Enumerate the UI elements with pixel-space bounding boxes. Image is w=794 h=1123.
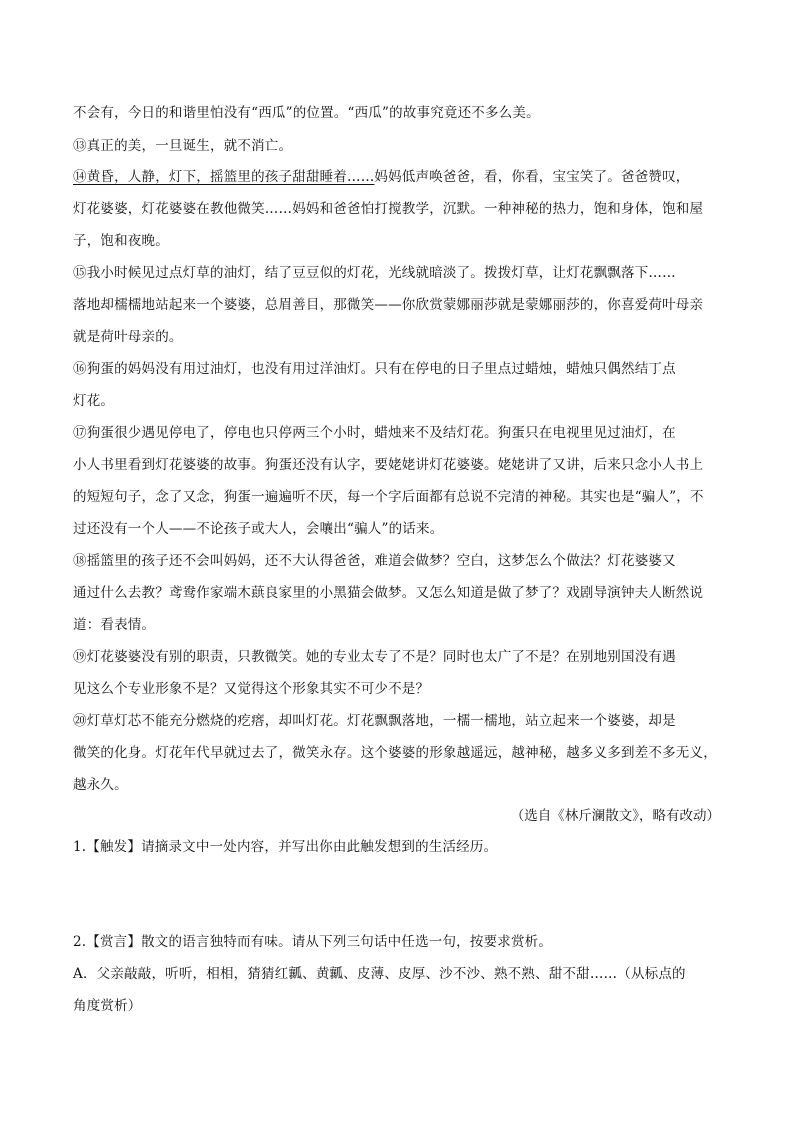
text-line: 子，饱和夜晚。	[73, 233, 169, 249]
option-a: A．父亲敲敲，听听，相相，猜猜红瓤、黄瓤、皮薄、皮厚、沙不沙、熟不熟、甜不甜……（从标点的	[73, 966, 686, 982]
text-line: 落地却檽檽地站起来一个婆婆，总眉善目，那微笑——你欣赏蒙娜丽莎就是蒙娜丽莎的，你喜爱荷叶母亲	[73, 297, 704, 313]
text-line: 灯花。	[73, 393, 115, 409]
text-line: 道：看表情。	[73, 617, 156, 633]
underlined-sentence: ⑭黄昏，人静，灯下，摇篮里的孩子甜甜睡着……	[73, 169, 375, 185]
text-line: 的短短句子，念了又念，狗蛋一遍遍听不厌，每一个字后面都有总说不完清的神秘。其实也是“骗人”，不	[73, 489, 704, 505]
text-line: 小人书里看到灯花婆婆的故事。狗蛋还没有认字，要姥姥讲灯花婆婆。姥姥讲了又讲，后来只念小人书上	[73, 457, 704, 473]
text-line: 越永久。	[73, 777, 128, 793]
paragraph-14-line	[73, 167, 690, 187]
text-line: 通过什么去教？鸢鸯作家端木蕻良家里的小黑猫会做梦。又怎么知道是做了梦了？戏剧导演钟夫人断然说	[73, 585, 704, 601]
question-1: 1.【触发】请摘录文中一处内容，并写出你由此触发想到的生活经历。	[73, 839, 498, 855]
text-line: 灯花婆婆，灯花婆婆在教他微笑……妈妈和爸爸怕打搅教学，沉默。一种神秘的热力，饱和身体，饱和屋	[73, 201, 704, 217]
paragraph-19: ⑲灯花婆婆没有别的职责，只教微笑。她的专业太专了不是？同时也太广了不是？在别地别国没有遇	[73, 649, 676, 665]
text-span: 妈妈低声唤爸爸，看，你看，宝宝笑了。爸爸赞叹，	[374, 169, 690, 185]
paragraph-15: ⑮我小时候见过点灯草的油灯，结了豆豆似的灯花，光线就暗淡了。拨拨灯草，让灯花飘飘落下……	[73, 265, 676, 281]
paragraph-16: ⑯狗蛋的妈妈没有用过油灯，也没有用过洋油灯。只有在停电的日子里点过蜡烛，蜡烛只偶然结丁点	[73, 361, 676, 377]
text-line: 见这么个专业形象不是？又觉得这个形象其实不可少不是？	[73, 681, 430, 697]
text-line: 微笑的化身。灯花年代早就过去了，微笑永存。这个婆婆的形象越遥远，越神秘，越多义多到差不多无义，	[73, 745, 717, 761]
paragraph-13: ⑬真正的美，一旦诞生，就不消亡。	[73, 138, 293, 154]
paragraph-17: ⑰狗蛋很少遇见停电了，停电也只停两三个小时，蜡烛来不及结灯花。狗蛋只在电视里见过油灯，在	[73, 425, 676, 441]
text-line: 不会有，今日的和谐里怕没有“西瓜”的位置。“西瓜”的故事究竟还不多么美。	[73, 105, 540, 121]
text-line: 角度赏析）	[73, 998, 142, 1014]
question-2: 2.【赏言】散文的语言独特而有味。请从下列三句话中任选一句，按要求赏析。	[73, 934, 553, 950]
source-citation: （选自《林斤澜散文》，略有改动）	[510, 808, 720, 824]
paragraph-18: ⑱摇篮里的孩子还不会叫妈妈，还不大认得爸爸，难道会做梦？空白，这梦怎么个做法？灯花婆婆又	[73, 553, 676, 569]
paragraph-20: ⑳灯草灯芯不能充分燃烧的疙瘩，却叫灯花。灯花飘飘落地，一檽一檽地，站立起来一个婆婆，却是	[73, 713, 676, 729]
text-line: 就是荷叶母亲的。	[73, 329, 183, 345]
text-line: 过还没有一个人——不论孩子或大人，会嚷出“骗人”的话来。	[73, 521, 444, 537]
